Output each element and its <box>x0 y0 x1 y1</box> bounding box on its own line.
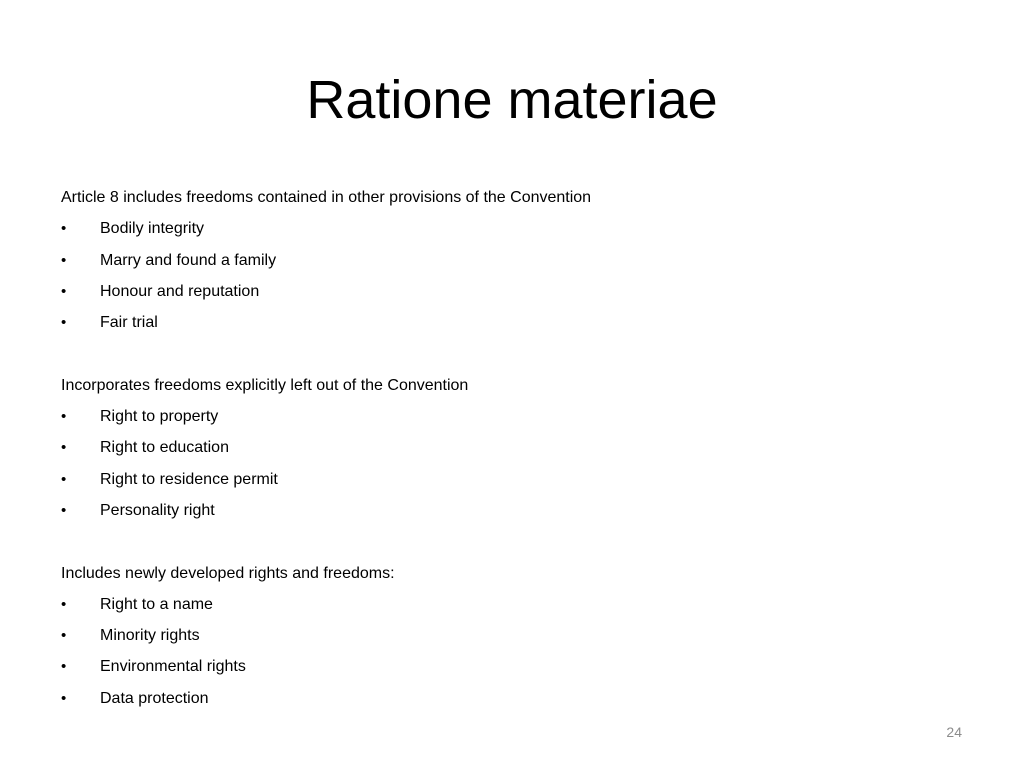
list-item <box>61 432 941 463</box>
bullet-icon: • <box>61 658 67 676</box>
bullet-icon: • <box>61 220 67 238</box>
list-item <box>61 464 941 495</box>
bullet-icon: • <box>61 595 67 613</box>
bullet-icon: • <box>61 314 67 332</box>
bullet-icon: • <box>61 470 67 488</box>
list-item <box>61 213 941 244</box>
list-item <box>61 683 941 714</box>
bullet-icon: • <box>61 501 67 519</box>
list-item-text: Honour and reputation <box>100 282 260 300</box>
list-item-text: Right to property <box>100 408 219 426</box>
list-item <box>61 620 941 651</box>
list-item <box>61 401 941 432</box>
list-item <box>61 495 941 526</box>
list-item <box>61 307 941 338</box>
list-item <box>61 276 941 307</box>
list-item-text: Minority rights <box>100 627 200 645</box>
section-heading: Includes newly developed rights and freedoms: <box>61 564 395 582</box>
spacer <box>61 338 941 369</box>
page-number: 24 <box>946 724 962 740</box>
list-item-text: Data protection <box>100 689 209 707</box>
list-item-text: Right to education <box>100 439 229 457</box>
list-item-text: Personality right <box>100 501 215 519</box>
list-item-text: Right to residence permit <box>100 470 278 488</box>
list-item-text: Marry and found a family <box>100 251 277 269</box>
bullet-icon: • <box>61 627 67 645</box>
list-item <box>61 651 941 682</box>
bullet-icon: • <box>61 439 67 457</box>
slide-body <box>61 182 941 714</box>
bullet-icon: • <box>61 282 67 300</box>
slide-title: Ratione materiae <box>306 70 718 130</box>
list-item <box>61 245 941 276</box>
list-item-text: Fair trial <box>100 314 158 332</box>
bullet-icon: • <box>61 251 67 269</box>
spacer <box>61 526 941 557</box>
list-item-text: Environmental rights <box>100 658 246 676</box>
bullet-icon: • <box>61 408 67 426</box>
list-item <box>61 589 941 620</box>
section-heading: Incorporates freedoms explicitly left out of the Convention <box>61 376 469 394</box>
list-item-text: Right to a name <box>100 595 213 613</box>
list-item-text: Bodily integrity <box>100 220 205 238</box>
section-heading: Article 8 includes freedoms contained in other provisions of the Convention <box>61 189 592 206</box>
bullet-icon: • <box>61 689 67 707</box>
